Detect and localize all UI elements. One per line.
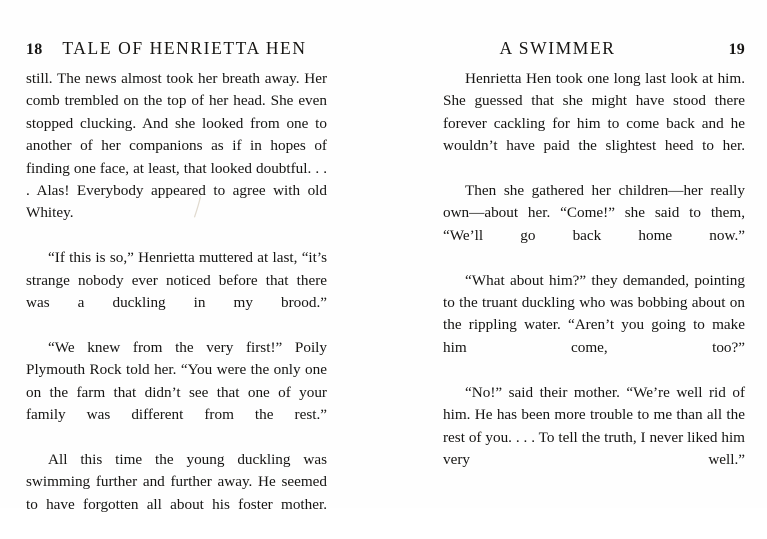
paragraph: still. The news almost took her breath away. Her comb trembled on the top of her head. She even stopped clucking. And she looked from one to another of her companions as if in hopes of finding one face, at least, that looked doubtful. . . . Alas! Everybody appeared to agree with old Whitey. <box>26 70 327 222</box>
running-head-left <box>26 38 327 62</box>
paragraph: Henrietta Hen took one long last look at him. She guessed that she might have stood there forever cackling for him to come back and he wouldn’t have paid the slightest heed to her. <box>443 70 745 155</box>
paragraph: “If this is so,” Henrietta muttered at last, “it’s strange nobody ever noticed before that there was a duckling in my brood.” <box>26 249 327 312</box>
paragraph: “We knew from the very first!” Poily Plymouth Rock told her. “You were the only one on the farm that didn’t see that one of your family was different from the rest.” <box>26 338 327 424</box>
text-column-left <box>26 68 327 539</box>
running-head-right <box>443 38 745 62</box>
page-number-right: 19 <box>728 41 745 58</box>
paragraph: “What about him?” they demanded, pointing to the truant duckling who was bobbing about on the rippling water. “Aren’t you going to make him come, too?” <box>443 271 745 356</box>
paragraph: “No!” said their mother. “We’re well rid of him. He has been more trouble to me than all the rest of you. . . . To tell the truth, I never liked him very well.” <box>443 383 745 468</box>
running-head-title-right: A SWIMMER <box>499 38 616 58</box>
running-head-title-left: TALE OF HENRIETTA HEN <box>62 38 307 58</box>
paragraph: Then she gathered her children—her really own—about her. “Come!” she said to them, “We’ll go back home now.” <box>443 182 745 244</box>
text-column-right <box>443 68 745 494</box>
paragraph: All this time the young duckling was swimming further and further away. He seemed to have forgotten all about his foster mother. <box>26 450 327 513</box>
page-number-left: 18 <box>26 41 43 58</box>
